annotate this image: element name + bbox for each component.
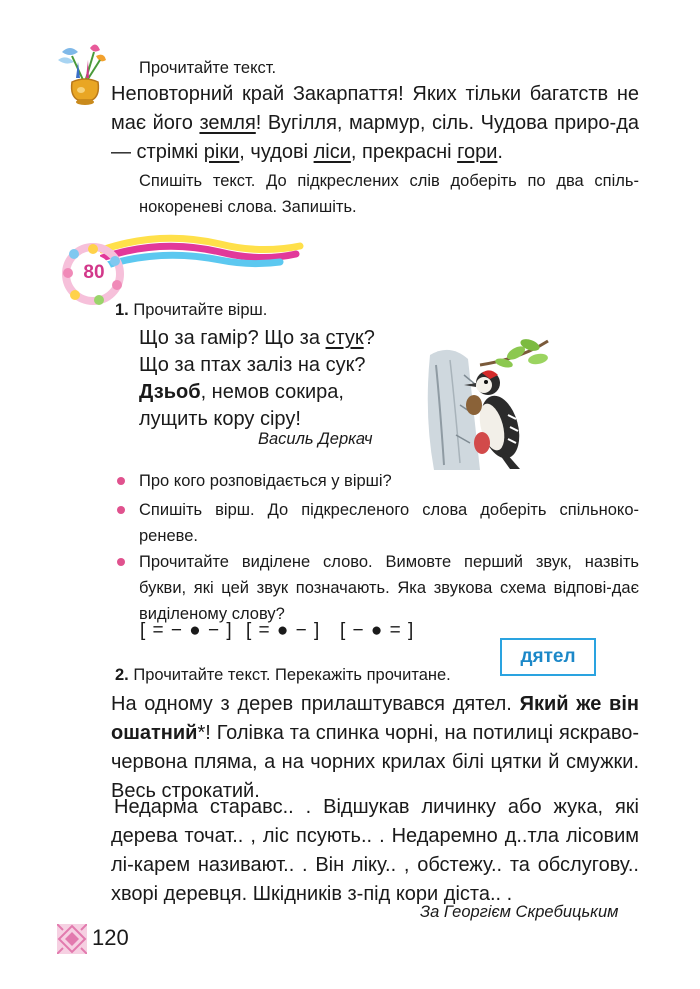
question-3: Прочитайте виділене слово. Вимовте перший звук, назвіть букви, які цей звук позначають. Яка звукова схема відпові-дає виділеному слову? — [139, 553, 639, 623]
task2-paragraph-1: На одному з дерев прилаштувався дятел. Який же він ошатний*! Голівка та спинка чорні, на потилиці яскраво-червона пляма, а на чорних крилах білі цятки й смужки. Весь строкатий. — [111, 693, 639, 802]
rainbow-decoration — [100, 228, 305, 276]
page-number: 120 — [92, 925, 129, 950]
task2-paragraph-2: Недарма старавс.. . Відшукав личинку або жука, які дерева точат.. , ліс псують.. . Недаремно д..тла лісовим лі-карем називают.. . Він ліку.. , обстежу.. та обслугову.. хворі деревця. Шкідників з-під кори діста.. . — [111, 796, 639, 905]
question-2: Спишіть вірш. До підкресленого слова доберіть спільноко-реневе. — [139, 501, 639, 545]
underlined-word-zemlia: земля — [199, 112, 256, 134]
poem-line-2: Що за птах заліз на сук? — [139, 354, 366, 376]
poem-line-1: Що за гамір? Що за стук? — [139, 327, 375, 349]
task2-author: За Георгієм Скребицьким — [420, 903, 619, 921]
exercise-number: 80 — [83, 262, 105, 283]
poem-line-4: лущить кору сіру! — [139, 408, 301, 430]
task2-header — [115, 662, 451, 688]
underlined-word-lisy: ліси — [313, 141, 351, 163]
word-box-word: дятел — [520, 646, 576, 667]
task1-header — [115, 297, 267, 323]
task1-number: 1. — [115, 301, 129, 319]
task1-instruction: Прочитайте вірш. — [133, 301, 268, 319]
sound-scheme-1: [ = − ● − ] — [140, 620, 233, 641]
question-1: Про кого розповідається у вірші? — [139, 472, 392, 490]
poem-author: Василь Деркач — [258, 430, 373, 448]
underlined-word-hory: гори — [457, 141, 498, 163]
intro-task: Спишіть текст. До підкреслених слів доберіть по два спіль-нокореневі слова. Запишіть. — [139, 172, 639, 216]
flower-vase-icon — [56, 42, 114, 106]
intro-text: Неповторний край Закарпаття! Яких тільки багатств не має його земля! Вугілля, мармур, сіль. Чудова приро-да — стрімкі ріки, чудові ліси, прекрасні гори. — [111, 83, 639, 163]
bullet-2 — [117, 506, 125, 514]
task2-number: 2. — [115, 666, 129, 684]
sound-scheme-3: [ − ● = ] — [340, 620, 415, 641]
ornament-icon — [57, 924, 87, 954]
underlined-word-riky: ріки — [203, 141, 240, 163]
task2-instruction: Прочитайте текст. Перекажіть прочитане. — [133, 666, 451, 684]
intro-instruction: Прочитайте текст. — [139, 59, 277, 77]
highlighted-word-dzob: Дзьоб — [139, 381, 201, 403]
woodpecker-illustration — [420, 335, 555, 470]
bullet-3 — [117, 558, 125, 566]
poem-line-3: Дзьоб, немов сокира, — [139, 381, 344, 403]
sound-scheme-2: [ = ● − ] — [246, 620, 321, 641]
highlighted-phrase: Який же він ошатний — [111, 693, 639, 744]
underlined-word-stuk: стук — [325, 327, 364, 349]
word-box — [500, 638, 596, 676]
bullet-1 — [117, 477, 125, 485]
poem — [139, 325, 375, 433]
